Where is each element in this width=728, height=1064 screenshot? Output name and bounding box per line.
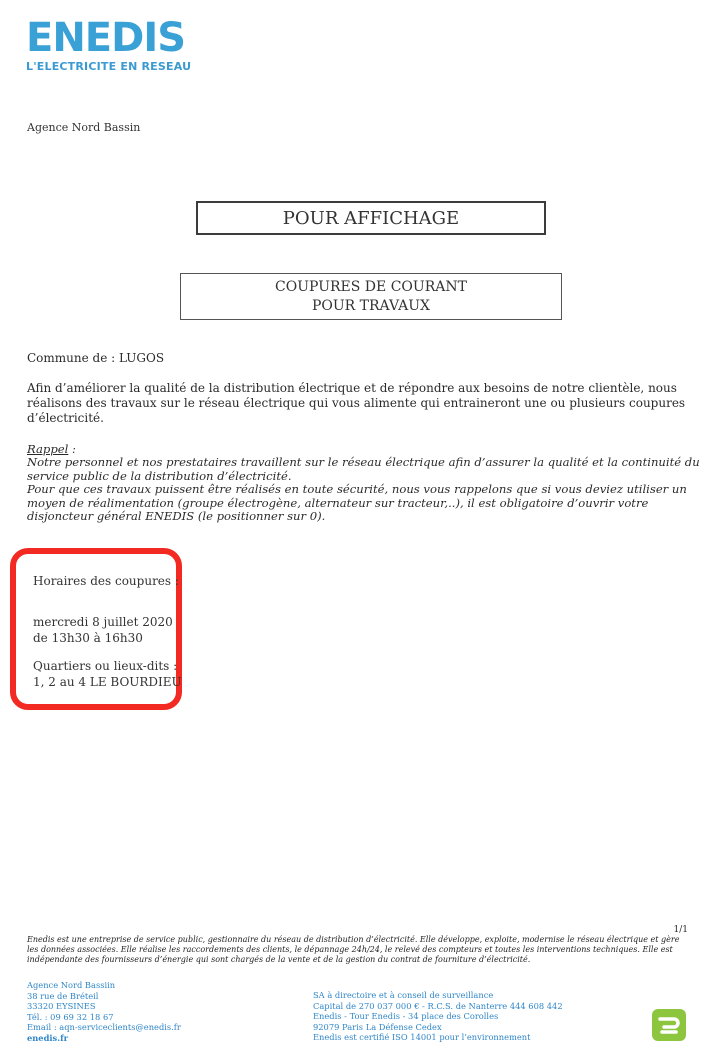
subtitle-line-2: POUR TRAVAUX bbox=[311, 297, 430, 314]
subtitle-line-1: COUPURES DE COURANT bbox=[275, 278, 467, 295]
enedis-badge-icon bbox=[652, 1009, 686, 1041]
page-number: 1/1 bbox=[673, 925, 688, 935]
schedule-heading: Horaires des coupures : bbox=[33, 574, 179, 588]
schedule-places: 1, 2 au 4 LE BOURDIEU bbox=[33, 675, 182, 689]
logo-brand: ENEDIS bbox=[26, 15, 186, 61]
company-line-5: Enedis est certifié ISO 14001 pour l’environnement bbox=[313, 1032, 531, 1042]
schedule-highlight-box bbox=[10, 548, 182, 710]
disclaimer: Enedis est une entreprise de service public, gestionnaire du réseau de distribution d’électricité. Elle développe, exploite, modernise le réseau électrique et gère les données associées. Elle réalise les raccordements des clients, le dépannage 24h/24, le relevé des compteurs et toutes les interventions techniques. Elle est indépendante des fournisseurs d’énergie qui sont chargés de la vente et de la gestion du contrat de fourniture d’électricité. bbox=[27, 935, 680, 964]
subtitle-box bbox=[180, 273, 562, 320]
logo-tagline: L'ELECTRICITE EN RESEAU bbox=[26, 60, 192, 73]
agency-name: Agence Nord Bassin bbox=[27, 121, 141, 134]
rappel-paragraph-2: Pour que ces travaux puissent être réalisés en toute sécurité, nous vous rappelons que si vous deviez utiliser un moyen de réalimentation (groupe électrogène, alternateur sur tracteur,..), il est obligatoire d’ouvrir votre disjoncteur général ENEDIS (le positionner sur 0). bbox=[27, 482, 687, 524]
company-line-3: Enedis - Tour Enedis - 34 place des Corolles bbox=[313, 1011, 499, 1021]
rappel-colon: : bbox=[68, 442, 76, 456]
schedule-time: de 13h30 à 16h30 bbox=[33, 631, 143, 645]
rappel-heading bbox=[27, 443, 707, 456]
title-box bbox=[196, 201, 546, 235]
footer-company-info bbox=[313, 990, 563, 1043]
rappel-paragraph-1: Notre personnel et nos prestataires travaillent sur le réseau électrique afin d’assurer la qualité et la continuité du service public de la distribution d’électricité. bbox=[27, 455, 700, 483]
footer-street: 38 rue de Bréteil bbox=[27, 990, 99, 1001]
footer-phone: Tél. : 09 69 32 18 67 bbox=[27, 1011, 114, 1022]
rappel-title: Rappel bbox=[27, 442, 69, 456]
commune: Commune de : LUGOS bbox=[27, 351, 165, 365]
title-text: POUR AFFICHAGE bbox=[282, 207, 460, 229]
company-line-2: Capital de 270 037 000 € - R.C.S. de Nanterre 444 608 442 bbox=[313, 1000, 563, 1011]
footer-email: Email : aqn-serviceclients@enedis.fr bbox=[27, 1022, 181, 1032]
footer-city: 33320 EYSINES bbox=[27, 1001, 96, 1011]
enedis-logo bbox=[26, 15, 206, 73]
company-line-4: 92079 Paris La Défense Cedex bbox=[313, 1021, 442, 1032]
schedule-places-label: Quartiers ou lieux-dits : bbox=[33, 659, 178, 673]
footer-address bbox=[27, 980, 181, 1043]
intro-paragraph: Afin d’améliorer la qualité de la distribution électrique et de répondre aux besoins de notre clientèle, nous réalisons des travaux sur le réseau électrique qui vous alimente qui entraineront une ou plusieurs coupures d’électricité. bbox=[27, 381, 686, 425]
footer-website: enedis.fr bbox=[27, 1032, 69, 1043]
footer-agency-name: Agence Nord Bassiin bbox=[27, 980, 116, 990]
schedule-date: mercredi 8 juillet 2020 bbox=[33, 615, 173, 629]
company-line-1: SA à directoire et à conseil de surveillance bbox=[313, 990, 494, 1000]
rappel-section bbox=[27, 443, 707, 523]
